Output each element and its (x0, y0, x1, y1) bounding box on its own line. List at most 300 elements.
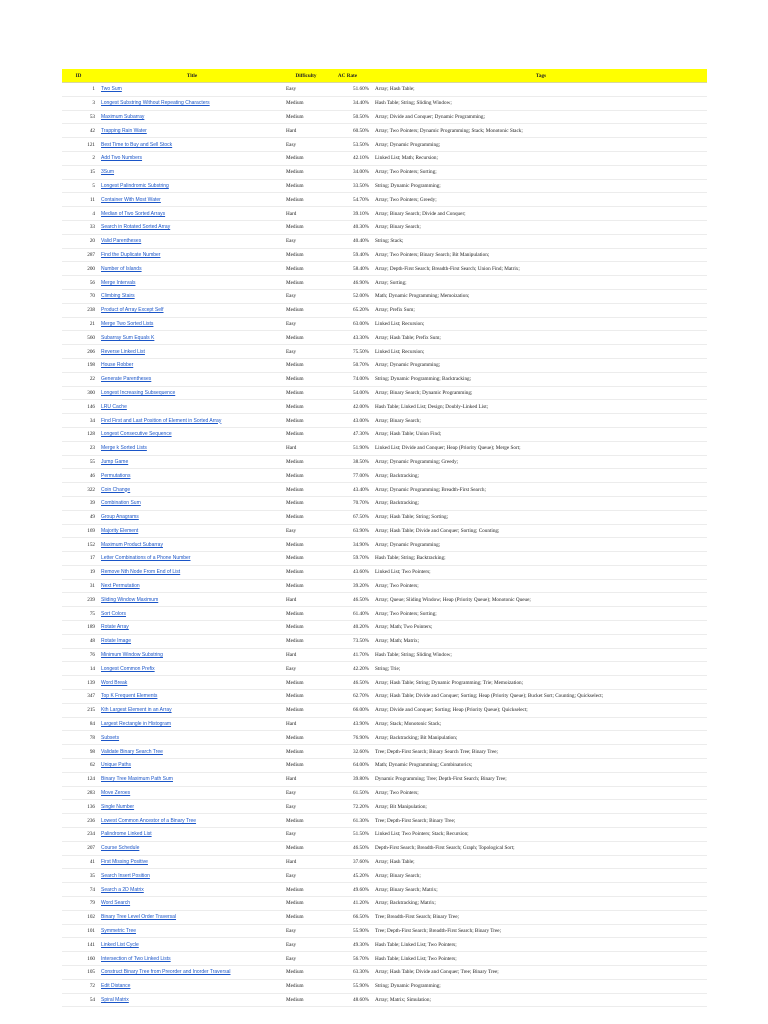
problem-difficulty: Medium (283, 165, 326, 179)
problem-id: 206 (62, 345, 98, 359)
problem-id: 23 (62, 441, 98, 455)
problem-title-link[interactable]: Jump Game (101, 458, 129, 465)
problem-tags: Array; Binary Search; (373, 869, 707, 883)
problem-title-link[interactable]: Edit Distance (101, 983, 131, 990)
problem-difficulty: Medium (283, 455, 326, 469)
problem-id: 200 (62, 262, 98, 276)
problem-title-link[interactable]: Subsets (101, 734, 120, 741)
problem-title-link[interactable]: Letter Combinations of a Phone Number (101, 555, 191, 562)
problem-id: 41 (62, 855, 98, 869)
table-row (62, 220, 707, 234)
problem-id: 17 (62, 552, 98, 566)
problem-difficulty: Medium (283, 193, 326, 207)
problem-title-cell (98, 800, 283, 814)
problem-ac-rate: 54.70% (326, 193, 373, 207)
problem-difficulty: Medium (283, 372, 326, 386)
problem-difficulty: Medium (283, 993, 326, 1007)
problem-title-link[interactable]: Top K Frequent Elements (101, 693, 158, 700)
problem-title-link[interactable]: Rotate Image (101, 638, 132, 645)
problem-tags: String; Dynamic Programming; (373, 979, 707, 993)
problem-title-link[interactable]: Kth Largest Element in an Array (101, 707, 172, 714)
problem-title-link[interactable]: Generate Parentheses (101, 376, 152, 383)
problem-ac-rate: 48.60% (326, 993, 373, 1007)
table-row (62, 841, 707, 855)
table-row (62, 248, 707, 262)
problem-tags: Array; Two Pointers; (373, 579, 707, 593)
problem-title-cell (98, 731, 283, 745)
problem-ac-rate: 39.20% (326, 579, 373, 593)
table-row (62, 703, 707, 717)
table-row (62, 855, 707, 869)
problem-id: 78 (62, 731, 98, 745)
table-row (62, 96, 707, 110)
problem-ac-rate: 64.00% (326, 759, 373, 773)
problem-title-cell (98, 179, 283, 193)
problem-difficulty: Medium (283, 110, 326, 124)
problem-title-cell (98, 441, 283, 455)
problem-title-link[interactable]: Rotate Array (101, 624, 129, 631)
problem-title-link[interactable]: Construct Binary Tree from Preorder and Inorder Traversal (101, 969, 231, 976)
problem-id: 300 (62, 386, 98, 400)
problem-id: 189 (62, 621, 98, 635)
problem-title-link[interactable]: Binary Tree Level Order Traversal (101, 914, 177, 921)
problem-ac-rate: 50.50% (326, 110, 373, 124)
table-row (62, 207, 707, 221)
problem-ac-rate: 50.70% (326, 358, 373, 372)
problem-title-link[interactable]: Maximum Subarray (101, 113, 145, 120)
table-row (62, 469, 707, 483)
header-row (62, 69, 707, 83)
problem-tags: Array; Stack; Monotonic Stack; (373, 717, 707, 731)
table-row (62, 138, 707, 152)
problem-title-cell (98, 289, 283, 303)
problem-tags: Array; Divide and Conquer; Dynamic Programming; (373, 110, 707, 124)
problem-id: 124 (62, 772, 98, 786)
problem-title-link[interactable]: Valid Parentheses (101, 238, 142, 245)
problem-title-cell (98, 855, 283, 869)
problem-title-cell (98, 248, 283, 262)
problem-tags: Array; Hash Table; Divide and Conquer; Tree; Binary Tree; (373, 966, 707, 980)
problem-difficulty: Easy (283, 345, 326, 359)
problem-title-link[interactable]: Longest Palindromic Substring (101, 182, 169, 189)
table-row (62, 828, 707, 842)
problem-title-cell (98, 690, 283, 704)
problem-tags: Array; Backtracking; (373, 496, 707, 510)
problem-tags: Tree; Depth-First Search; Binary Search Tree; Binary Tree; (373, 745, 707, 759)
problem-ac-rate: 58.40% (326, 262, 373, 276)
problem-tags: Array; Backtracking; Bit Manipulation; (373, 731, 707, 745)
problem-difficulty: Hard (283, 648, 326, 662)
problem-ac-rate: 39.10% (326, 207, 373, 221)
table-row (62, 634, 707, 648)
problem-title-link[interactable]: Coin Change (101, 486, 131, 493)
problem-id: 62 (62, 759, 98, 773)
problem-tags: Array; Hash Table; Union Find; (373, 427, 707, 441)
problem-difficulty: Medium (283, 400, 326, 414)
problem-id: 79 (62, 897, 98, 911)
problem-difficulty: Medium (283, 414, 326, 428)
table-row (62, 455, 707, 469)
problem-id: 121 (62, 138, 98, 152)
problem-title-link[interactable]: Find First and Last Position of Element in Sorted Array (101, 417, 222, 424)
problem-title-link[interactable]: Combination Sum (101, 500, 141, 507)
problem-difficulty: Easy (283, 786, 326, 800)
problem-title-link[interactable]: Palindrome Linked List (101, 831, 152, 838)
problem-tags: Hash Table; String; Sliding Window; (373, 96, 707, 110)
problem-title-link[interactable]: Intersection of Two Linked Lists (101, 955, 171, 962)
problem-title-cell (98, 110, 283, 124)
problem-title-link[interactable]: Search a 2D Matrix (101, 886, 144, 893)
problem-title-link[interactable]: Median of Two Sorted Arrays (101, 210, 166, 217)
table-row (62, 165, 707, 179)
problem-difficulty: Medium (283, 897, 326, 911)
problem-difficulty: Medium (283, 731, 326, 745)
problem-id: 207 (62, 841, 98, 855)
table-row (62, 552, 707, 566)
problem-id: 53 (62, 110, 98, 124)
problem-title-link[interactable]: Subarray Sum Equals K (101, 334, 155, 341)
problem-title-link[interactable]: Longest Increasing Subsequence (101, 389, 176, 396)
problem-tags: Array; Two Pointers; Greedy; (373, 193, 707, 207)
problem-difficulty: Medium (283, 386, 326, 400)
problem-tags: Array; Two Pointers; (373, 786, 707, 800)
problem-tags: String; Trie; (373, 662, 707, 676)
problem-ac-rate: 43.30% (326, 331, 373, 345)
table-row (62, 345, 707, 359)
problem-id: 22 (62, 372, 98, 386)
problem-id: 15 (62, 165, 98, 179)
problem-ac-rate: 43.40% (326, 483, 373, 497)
problem-id: 21 (62, 317, 98, 331)
problem-ac-rate: 43.90% (326, 717, 373, 731)
problem-title-link[interactable]: Next Permutation (101, 583, 140, 590)
problem-ac-rate: 61.50% (326, 786, 373, 800)
table-row (62, 938, 707, 952)
problem-ac-rate: 54.00% (326, 386, 373, 400)
problem-tags: Array; Hash Table; (373, 855, 707, 869)
problem-tags: String; Stack; (373, 234, 707, 248)
table-row (62, 993, 707, 1007)
problem-difficulty: Easy (283, 662, 326, 676)
table-row (62, 427, 707, 441)
problem-difficulty: Medium (283, 179, 326, 193)
problem-title-link[interactable]: Search in Rotated Sorted Array (101, 224, 171, 231)
problem-id: 14 (62, 662, 98, 676)
problem-difficulty: Easy (283, 524, 326, 538)
table-row (62, 565, 707, 579)
problem-title-cell (98, 772, 283, 786)
table-row (62, 952, 707, 966)
problem-title-cell (98, 883, 283, 897)
problem-title-link[interactable]: Maximum Product Subarray (101, 541, 163, 548)
header-ac-rate: AC Rate (326, 69, 373, 83)
problem-difficulty: Easy (283, 83, 326, 97)
problem-title-cell (98, 952, 283, 966)
problem-ac-rate: 51.50% (326, 828, 373, 842)
problem-title-link[interactable]: Container With Most Water (101, 196, 161, 203)
problem-tags: Hash Table; Linked List; Two Pointers; (373, 938, 707, 952)
problem-title-cell (98, 207, 283, 221)
problem-title-cell (98, 676, 283, 690)
table-row (62, 814, 707, 828)
problem-tags: Hash Table; Linked List; Design; Doubly-Linked List; (373, 400, 707, 414)
table-row (62, 662, 707, 676)
problem-id: 72 (62, 979, 98, 993)
problem-title-link[interactable]: Search Insert Position (101, 872, 150, 879)
problem-title-link[interactable]: Two Sum (101, 86, 122, 93)
problem-title-link[interactable]: Merge Intervals (101, 279, 136, 286)
problem-id: 49 (62, 510, 98, 524)
problem-tags: Math; Dynamic Programming; Memoization; (373, 289, 707, 303)
problem-title-link[interactable]: Remove Nth Node From End of List (101, 569, 181, 576)
problem-title-link[interactable]: Longest Consecutive Sequence (101, 431, 172, 438)
problem-ac-rate: 67.50% (326, 510, 373, 524)
problem-title-cell (98, 814, 283, 828)
problem-title-cell (98, 372, 283, 386)
problem-tags: Linked List; Two Pointers; Stack; Recursion; (373, 828, 707, 842)
problem-tags: Array; Bit Manipulation; (373, 800, 707, 814)
problem-ac-rate: 46.90% (326, 276, 373, 290)
table-row (62, 524, 707, 538)
table-row (62, 317, 707, 331)
problem-ac-rate: 42.20% (326, 662, 373, 676)
problem-title-link[interactable]: 3Sum (101, 169, 115, 176)
problem-ac-rate: 34.00% (326, 165, 373, 179)
problem-difficulty: Medium (283, 676, 326, 690)
problem-title-link[interactable]: Spiral Matrix (101, 996, 129, 1003)
problem-title-cell (98, 96, 283, 110)
problem-id: 347 (62, 690, 98, 704)
problem-title-cell (98, 786, 283, 800)
problem-title-link[interactable]: Reverse Linked List (101, 348, 145, 355)
problem-title-link[interactable]: Sort Colors (101, 610, 127, 617)
problem-difficulty: Medium (283, 579, 326, 593)
problem-ac-rate: 75.50% (326, 345, 373, 359)
problem-ac-rate: 49.30% (326, 938, 373, 952)
problem-title-cell (98, 607, 283, 621)
table-row (62, 400, 707, 414)
problem-title-cell (98, 358, 283, 372)
problem-difficulty: Easy (283, 234, 326, 248)
problem-title-cell (98, 552, 283, 566)
problem-title-cell (98, 400, 283, 414)
problem-tags: Tree; Depth-First Search; Binary Tree; (373, 814, 707, 828)
table-row (62, 372, 707, 386)
problem-difficulty: Medium (283, 979, 326, 993)
problem-ac-rate: 63.90% (326, 524, 373, 538)
problem-tags: Array; Backtracking; Matrix; (373, 897, 707, 911)
problem-title-link[interactable]: Number of Islands (101, 265, 142, 272)
problem-difficulty: Medium (283, 483, 326, 497)
problem-ac-rate: 65.20% (326, 303, 373, 317)
table-row (62, 331, 707, 345)
problem-title-cell (98, 124, 283, 138)
problem-title-link[interactable]: LRU Cache (101, 403, 127, 410)
problem-title-cell (98, 910, 283, 924)
problem-tags: Array; Dynamic Programming; Greedy; (373, 455, 707, 469)
problem-title-link[interactable]: Merge k Sorted Lists (101, 445, 147, 452)
problem-difficulty: Medium (283, 621, 326, 635)
problem-title-link[interactable]: Trapping Rain Water (101, 127, 147, 134)
table-row (62, 883, 707, 897)
problem-id: 136 (62, 800, 98, 814)
problem-difficulty: Medium (283, 469, 326, 483)
problem-ac-rate: 61.30% (326, 814, 373, 828)
problem-tags: Array; Hash Table; Divide and Conquer; Sorting; Counting; (373, 524, 707, 538)
problem-title-link[interactable]: Largest Rectangle in Histogram (101, 721, 172, 728)
problem-tags: Array; Hash Table; Divide and Conquer; Sorting; Heap (Priority Queue); Bucket Sort; Counting; Quickselect; (373, 690, 707, 704)
table-row (62, 772, 707, 786)
table-row (62, 717, 707, 731)
problem-title-link[interactable]: Group Anagrams (101, 514, 139, 521)
problem-ac-rate: 66.00% (326, 703, 373, 717)
problem-ac-rate: 77.00% (326, 469, 373, 483)
problem-ac-rate: 55.90% (326, 979, 373, 993)
problem-difficulty: Hard (283, 717, 326, 731)
problem-title-link[interactable]: Lowest Common Ancestor of a Binary Tree (101, 817, 197, 824)
problem-title-link[interactable]: Move Zeroes (101, 790, 131, 797)
problem-title-cell (98, 841, 283, 855)
problem-ac-rate: 70.70% (326, 496, 373, 510)
problem-title-cell (98, 979, 283, 993)
problem-id: 11 (62, 193, 98, 207)
problem-ac-rate: 42.00% (326, 400, 373, 414)
header-difficulty: Difficulty (283, 69, 326, 83)
problem-title-link[interactable]: House Robber (101, 362, 134, 369)
problem-title-link[interactable]: Longest Common Prefix (101, 665, 155, 672)
problem-tags: Dynamic Programming; Tree; Depth-First Search; Binary Tree; (373, 772, 707, 786)
problem-ac-rate: 41.70% (326, 648, 373, 662)
problem-title-link[interactable]: Longest Substring Without Repeating Characters (101, 100, 210, 107)
problem-ac-rate: 52.00% (326, 289, 373, 303)
problem-title-link[interactable]: Course Schedule (101, 845, 140, 852)
problem-id: 101 (62, 924, 98, 938)
problem-title-cell (98, 455, 283, 469)
problem-title-link[interactable]: Find the Duplicate Number (101, 251, 161, 258)
problem-title-cell (98, 193, 283, 207)
problem-id: 160 (62, 952, 98, 966)
problem-ac-rate: 47.30% (326, 427, 373, 441)
table-row (62, 966, 707, 980)
problem-title-cell (98, 483, 283, 497)
problem-id: 39 (62, 496, 98, 510)
table-row (62, 193, 707, 207)
problem-title-cell (98, 510, 283, 524)
problem-ac-rate: 33.50% (326, 179, 373, 193)
problem-title-link[interactable]: Word Search (101, 900, 131, 907)
problem-title-link[interactable]: Merge Two Sorted Lists (101, 320, 154, 327)
problem-id: 19 (62, 565, 98, 579)
table-row (62, 690, 707, 704)
table-row (62, 124, 707, 138)
problem-ac-rate: 63.30% (326, 966, 373, 980)
problem-title-link[interactable]: Minimum Window Substring (101, 652, 163, 659)
problem-title-link[interactable]: Product of Array Except Self (101, 307, 164, 314)
problem-difficulty: Medium (283, 966, 326, 980)
problem-tags: Hash Table; String; Backtracking; (373, 552, 707, 566)
problem-title-cell (98, 345, 283, 359)
problem-title-link[interactable]: Sliding Window Maximum (101, 596, 159, 603)
problem-id: 234 (62, 828, 98, 842)
problem-title-link[interactable]: Climbing Stairs (101, 293, 135, 300)
problem-title-cell (98, 938, 283, 952)
problem-tags: Array; Prefix Sum; (373, 303, 707, 317)
problem-difficulty: Easy (283, 289, 326, 303)
problem-id: 98 (62, 745, 98, 759)
problem-title-link[interactable]: Validate Binary Search Tree (101, 748, 163, 755)
table-row (62, 303, 707, 317)
problem-id: 31 (62, 579, 98, 593)
problem-tags: Array; Binary Search; Matrix; (373, 883, 707, 897)
table-row (62, 759, 707, 773)
problem-id: 102 (62, 910, 98, 924)
problem-difficulty: Medium (283, 248, 326, 262)
problem-ac-rate: 32.60% (326, 745, 373, 759)
problem-tags: Array; Depth-First Search; Breadth-First Search; Union Find; Matrix; (373, 262, 707, 276)
problem-title-link[interactable]: Single Number (101, 803, 135, 810)
problem-difficulty: Medium (283, 814, 326, 828)
problem-id: 20 (62, 234, 98, 248)
problem-tags: Array; Two Pointers; Dynamic Programming; Stack; Monotonic Stack; (373, 124, 707, 138)
problem-tags: Array; Two Pointers; Sorting; (373, 165, 707, 179)
problem-id: 35 (62, 869, 98, 883)
problem-ac-rate: 51.60% (326, 83, 373, 97)
problem-title-link[interactable]: Majority Element (101, 527, 139, 534)
table-row (62, 358, 707, 372)
problem-title-link[interactable]: Linked List Cycle (101, 941, 139, 948)
table-row (62, 510, 707, 524)
problem-ac-rate: 34.90% (326, 538, 373, 552)
problem-title-link[interactable]: Word Break (101, 679, 128, 686)
problem-difficulty: Medium (283, 96, 326, 110)
problem-id: 4 (62, 207, 98, 221)
table-row (62, 386, 707, 400)
table-row (62, 83, 707, 97)
problem-tags: Depth-First Search; Breadth-First Search; Graph; Topological Sort; (373, 841, 707, 855)
problem-title-link[interactable]: First Missing Positive (101, 859, 148, 866)
problem-difficulty: Medium (283, 690, 326, 704)
problem-id: 76 (62, 648, 98, 662)
problem-difficulty: Medium (283, 565, 326, 579)
problem-difficulty: Medium (283, 841, 326, 855)
problem-difficulty: Medium (283, 552, 326, 566)
problem-tags: Array; Hash Table; (373, 83, 707, 97)
problem-tags: Array; Matrix; Simulation; (373, 993, 707, 1007)
problem-title-cell (98, 828, 283, 842)
problem-title-cell (98, 165, 283, 179)
table-row (62, 786, 707, 800)
problem-tags: Array; Queue; Sliding Window; Heap (Priority Queue); Monotonic Queue; (373, 593, 707, 607)
problem-title-link[interactable]: Unique Paths (101, 762, 132, 769)
problem-id: 34 (62, 414, 98, 428)
problem-title-cell (98, 634, 283, 648)
problem-id: 287 (62, 248, 98, 262)
problem-tags: Array; Binary Search; (373, 414, 707, 428)
problem-title-cell (98, 648, 283, 662)
problem-title-cell (98, 869, 283, 883)
problem-title-link[interactable]: Best Time to Buy and Sell Stock (101, 141, 173, 148)
problem-title-link[interactable]: Permutations (101, 472, 131, 479)
problem-difficulty: Medium (283, 703, 326, 717)
problem-difficulty: Easy (283, 938, 326, 952)
problem-title-link[interactable]: Symmetric Tree (101, 928, 137, 934)
problem-title-link[interactable]: Binary Tree Maximum Path Sum (101, 776, 173, 783)
problem-ac-rate: 38.50% (326, 455, 373, 469)
problem-tags: Hash Table; String; Sliding Window; (373, 648, 707, 662)
problem-title-cell (98, 317, 283, 331)
problem-title-link[interactable]: Add Two Numbers (101, 155, 143, 162)
problem-difficulty: Medium (283, 607, 326, 621)
